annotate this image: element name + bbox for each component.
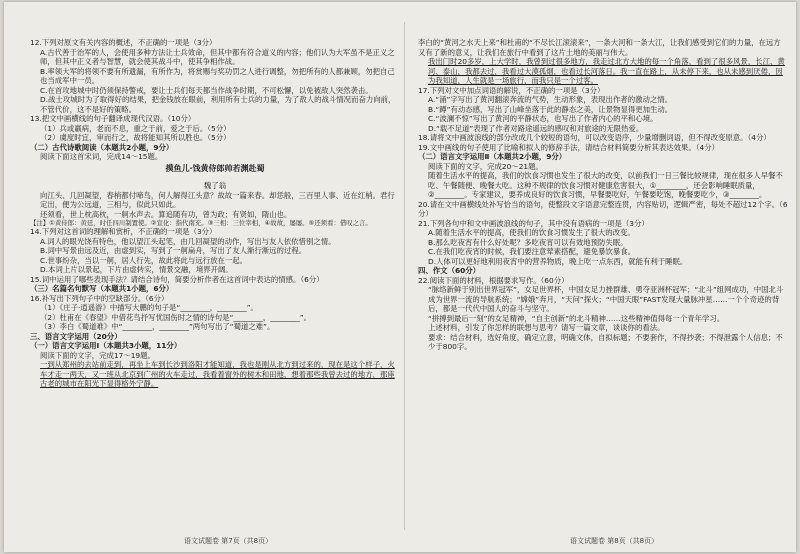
q13-stem: 13.把文中画横线的句子翻译成现代汉语。（10分） bbox=[30, 114, 196, 123]
right-page-footer: 语文试题卷 第8页（共8页） bbox=[570, 537, 659, 545]
left-page-footer: 语文试题卷 第7页（共8页） bbox=[184, 537, 273, 545]
q12-option-b: B.率领大军的将领不要有所遗漏，有所作为，将赏赐与奖功罚之人进行调整，勿把所有的人都兼顾，勿把自己也当成军中一员。 bbox=[40, 66, 395, 85]
q17-option-d: D.“载不足道”表现了作者对路途遥远的感叹和对旅途的无限热爱。 bbox=[428, 123, 644, 133]
q21-option-b: B.那么吃夜宵有什么好处呢？多吃夜宵可以有效地预防失眠。 bbox=[428, 237, 628, 247]
language-intro: 阅读下面的文字，完成17～19题。 bbox=[40, 350, 155, 360]
q12-option-d: D.战士攻城时为了取得好的结果，把金钱放在眼前，利用所有士兵的力量，为了敌人的战斗情况而奋力向前，不管代价，这不是好的策略。 bbox=[40, 95, 396, 114]
right-column bbox=[418, 38, 788, 352]
q17-option-a: A.“涌”字写出了黄河翻滚奔流的气势，生动形象，表现出作者的激动之情。 bbox=[428, 95, 673, 104]
poem-title: 摸鱼儿·饯黄侍郎帅若渊赴蜀 bbox=[165, 163, 265, 173]
q19: 19.文中画线的句子使用了比喻和拟人的修辞手法，请结合材料简要分析其表达效果。（4分） bbox=[418, 142, 719, 152]
poem-notes: 【注】①黄侍郎：黄廷，时任四川制置使。②宣化：指代南充。③三相：三位宰相，④故故，屡屡。⑤还须看：借叹之言。 bbox=[30, 219, 372, 227]
q21-stem: 21.下列各句中和文中画波浪线的句子，其中没有语病的一项是（3分） bbox=[418, 218, 649, 228]
poetry-intro: 阅读下面这首宋词，完成14～15题。 bbox=[40, 152, 163, 161]
passage-part-1: 李白的“黄河之水天上来”和杜甫的“不尽长江滚滚来”，一条大河和一条大江，让我们感受到它们的力量，在远方又有了新的意义，让我们在旅行中看到了这片土地的美丽与伟大。 bbox=[418, 38, 781, 57]
q14-option-b: B.词中写景由远及近，由虚到实，写到了一舸扁舟，写出了友人渐行渐远的过程。 bbox=[40, 246, 307, 256]
q12-option-a: A.古代善于治军的人，会使用多种方法让士兵效命，但其中都有符合道义的内容；他们认为大军虽不是正义之师，但其中正义者与智慧，就会使其战斗中，使其争相作战。 bbox=[40, 47, 395, 66]
poem-stanza-2: 还须看，世上枕高枕，一舸水声去。算追随有功，曾为政；有贤如，隋山也。 bbox=[40, 209, 292, 219]
q20: 20.请在文中画横线处补写恰当的语句，使整段文字语意完整连贯，内容贴切，逻辑严密，每处不超过12个字。（6分） bbox=[418, 199, 788, 218]
q16-section-title: （三）名篇名句默写（本题共1小题，6分） bbox=[30, 284, 174, 294]
q21-option-d: D.人体可以更好地利用夜宵中的营养物质，晚上吃一点东西，就能有利于睡眠。 bbox=[428, 256, 688, 266]
q22-material: “脉络新鲜于别出世界冠军”，女足世界杯，中国女足力挫群雄、勇夺亚洲杯冠军；“北斗”组网成功，中国北斗成为世界一流的导航系统；“嫦娥”奔月，“天问”探火；“中国天眼”FAST发现大量脉冲星……一个个奇迹的背后，都是一代代中国人的奋斗与坚守。 bbox=[428, 285, 784, 313]
q12-option-c: C.在首攻地城中时仍须保持警戒，要让士兵们每天都当作战争时期，不可松懈，以免被敌人突然袭击。 bbox=[40, 85, 373, 95]
q17-option-c: C.“波澜不惊”写出了黄河的平静状态，也写出了作者内心的平和心境。 bbox=[428, 114, 658, 123]
language2-intro: 阅读下面的文字，完成20～21题。 bbox=[428, 161, 543, 171]
exam-sheet bbox=[4, 2, 796, 552]
q17-stem: 17.下列对文中加点词语的解说，不正确的一项是（3分） bbox=[418, 85, 605, 95]
writing-section-title: 四、作文（60分） bbox=[418, 266, 481, 275]
q14-option-c: C.世事纷杂，当以一舸，居人行先，故此将此与远行放在一起。 bbox=[40, 255, 248, 265]
q17-option-b: B.“蹲”有动态感，写出了山峰坐落于此的静态之美，让景物显得更加生动。 bbox=[428, 104, 673, 114]
q14-option-d: D.本词上片以景起，下片由虚转实，情景交融，境界开阔。 bbox=[40, 265, 233, 275]
q12-stem: 12.下列对原文有关内容的概述，不正确的一项是（3分） bbox=[30, 38, 217, 47]
q16-item-1: （1）《庄子·逍遥游》中描写大鹏的句子是“________，________”。 bbox=[40, 303, 258, 313]
q15: 15.词中运用了哪些表现手法？请结合诗句，简要分析作者在这首词中表达的情感。（6分） bbox=[30, 274, 324, 284]
language-subsection-title: （一）语言文字运用Ⅰ（本题共3小题，11分） bbox=[30, 341, 182, 351]
q22-material-2: “拼搏到最后一刻”的女足精神，“自主创新”的北斗精神……这些精神值得每一个青年学习。 bbox=[428, 313, 725, 323]
language-passage: 一到从郑州的去站前走到，再坐上车到长沙到洛阳才能知道，我也是刚从北方到过来的，现在是这个样子，火车才走一两天，又一班从北京到广州的火车走过，我看着窗外的树木和田地，想着那些我曾去过的地方，那座古老的城市在阳光下显得格外宁静。 bbox=[40, 360, 395, 389]
q22-requirement-2: 要求：结合材料，选好角度，确定立意，明确文体，自拟标题；不要套作，不得抄袭；不得泄露个人信息；不少于800字。 bbox=[428, 332, 783, 351]
poetry-section-title: （二）古代诗歌阅读（本题共2小题，9分） bbox=[30, 142, 174, 152]
q16-item-3: （3）李白《蜀道难》中“________，________”两句写出了“蜀道之难”。 bbox=[40, 322, 275, 332]
passage-part-2: 我出门时20多岁，上大学时，我曾到过很多地方，我走过北方大地的每一个角落，看到了很多风景，长江、黄河、泰山，我都去过，我看过大漠孤烟，也看过长河落日。我一直在路上，从未停下来，也从未感到厌倦，因为我知道，人生就是一场旅行，而我只是一个过客。 bbox=[428, 57, 785, 85]
q21-option-c: C.在我们吃夜宵的时候，我们要注意荤素搭配，避免暴饮暴食。 bbox=[428, 247, 636, 256]
q18: 18.请将文中画波浪线的部分改成几个较短的语句，可以改变语序，少量增删词语，但不得改变原意。（4分） bbox=[418, 133, 771, 142]
left-column bbox=[30, 38, 400, 389]
q14-stem: 14.下列对这首词的理解和赏析，不正确的一项是（3分） bbox=[30, 227, 217, 237]
column-divider bbox=[404, 22, 405, 530]
q14-option-a: A.词人的眼光饶有特色，他以望江头起笔，由几回凝望的动作，写出与友人依依惜别之情。 bbox=[40, 236, 336, 246]
q16-stem: 16.补写出下列句子中的空缺部分。（6分） bbox=[30, 293, 169, 303]
language2-section-title: （二）语言文字运用Ⅱ（本题共2小题，9分） bbox=[418, 152, 567, 161]
q21-option-a: A.随着生活水平的提高，使我们的饮食习惯发生了很大的改变。 bbox=[428, 228, 635, 237]
language-section-title: 三、语言文字运用（20分） bbox=[30, 331, 122, 341]
q13-sentence-2: （2）虞度时宜，审而行之，故将能知其所以胜也。（5分） bbox=[40, 133, 231, 142]
passage-part-3: 随着生活水平的提高，我们的饮食习惯也发生了很大的改变，以前我们一日三餐比较规律，现在很多人早餐不吃、午餐随便、晚餐大吃。这种不规律的饮食习惯对健康危害很大，①________，还会影响睡眠质量，②________。专家建议，要养成良好的饮食习惯，早餐要吃好，午餐要吃饱，晚餐要吃少，③________。 bbox=[428, 171, 783, 199]
q13-sentence-1: （1）兵或羸病，老而不息，重之于前，爱之于后。（5分） bbox=[40, 123, 231, 133]
q16-item-2: （2）杜甫在《春望》中借花鸟抒写忧国伤时之情的诗句是“________，________”。 bbox=[40, 312, 312, 322]
poem-author: 魏了翁 bbox=[203, 181, 227, 190]
q22-stem: 22.阅读下面的材料，根据要求写作。（60分） bbox=[418, 275, 569, 285]
q22-requirement: 上述材料，引发了你怎样的联想与思考？请写一篇文章，谈谈你的看法。 bbox=[428, 323, 665, 332]
poem-stanza-1: 向江头、几回凝望，春梢都付啼鸟，何人解得江头意？故故一篇来春。却恁般，三百里人事、近在红梢。君行定出，便为公远道，三相与，似此只如此。 bbox=[40, 190, 395, 209]
